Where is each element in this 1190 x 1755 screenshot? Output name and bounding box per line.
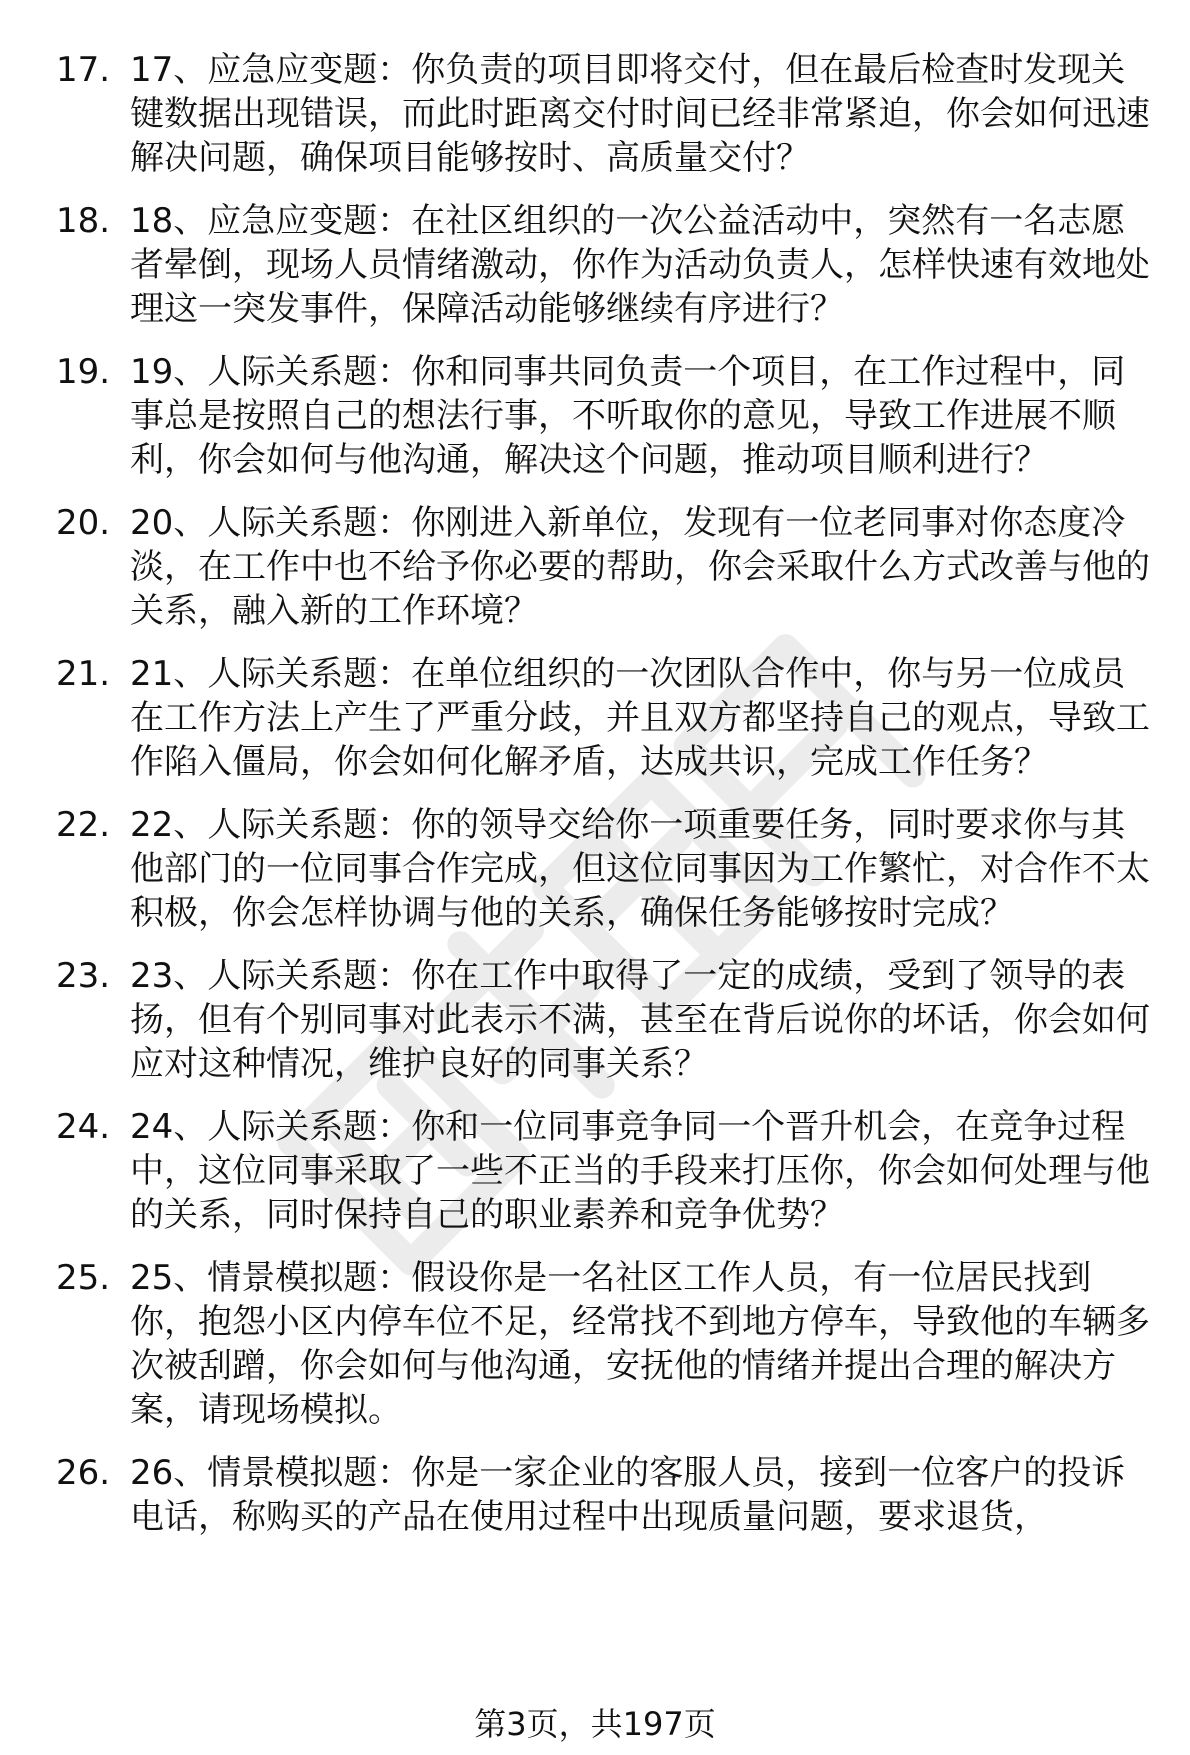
question-number: 22. [56,805,111,845]
question-item [56,501,1156,633]
question-number: 25. [56,1258,111,1298]
question-text: 20、人际关系题：你刚进入新单位，发现有一位老同事对你态度冷淡，在工作中也不给予你必要的帮助，你会采取什么方式改善与他的关系，融入新的工作环境？ [130,503,1150,631]
question-item [56,803,1156,935]
question-text: 26、情景模拟题：你是一家企业的客服人员，接到一位客户的投诉电话，称购买的产品在使用过程中出现质量问题，要求退货， [130,1453,1126,1537]
question-item [56,199,1156,331]
question-text: 17、应急应变题：你负责的项目即将交付，但在最后检查时发现关键数据出现错误，而此时距离交付时间已经非常紧迫，你会如何迅速解决问题，确保项目能够按时、高质量交付？ [130,50,1150,178]
question-text: 18、应急应变题：在社区组织的一次公益活动中，突然有一名志愿者晕倒，现场人员情绪激动，你作为活动负责人，怎样快速有效地处理这一突发事件，保障活动能够继续有序进行？ [130,201,1150,329]
question-number: 18. [56,201,111,241]
question-text: 23、人际关系题：你在工作中取得了一定的成绩，受到了领导的表扬，但有个别同事对此表示不满，甚至在背后说你的坏话，你会如何应对这种情况，维护良好的同事关系？ [130,956,1150,1084]
page-footer: 第3页，共197页 [474,1705,716,1743]
question-text: 19、人际关系题：你和同事共同负责一个项目，在工作过程中，同事总是按照自己的想法行事，不听取你的意见，导致工作进展不顺利，你会如何与他沟通，解决这个问题，推动项目顺利进行？ [130,352,1126,480]
question-list [56,48,1156,1558]
question-item [56,1451,1156,1539]
question-text: 21、人际关系题：在单位组织的一次团队合作中，你与另一位成员在工作方法上产生了严重分歧，并且双方都坚持自己的观点，导致工作陷入僵局，你会如何化解矛盾，达成共识，完成工作任务？ [130,654,1150,782]
question-number: 23. [56,956,111,996]
question-text: 24、人际关系题：你和一位同事竞争同一个晋升机会，在竞争过程中，这位同事采取了一些不正当的手段来打压你，你会如何处理与他的关系，同时保持自己的职业素养和竞争优势？ [130,1107,1150,1235]
question-text: 22、人际关系题：你的领导交给你一项重要任务，同时要求你与其他部门的一位同事合作完成，但这位同事因为工作繁忙，对合作不太积极，你会怎样协调与他的关系，确保任务能够按时完成？ [130,805,1150,933]
question-item [56,48,1156,180]
question-number: 20. [56,503,111,543]
question-number: 19. [56,352,111,392]
question-number: 21. [56,654,111,694]
question-text: 25、情景模拟题：假设你是一名社区工作人员，有一位居民找到你，抱怨小区内停车位不足，经常找不到地方停车，导致他的车辆多次被刮蹭，你会如何与他沟通，安抚他的情绪并提出合理的解决方案，请现场模拟。 [130,1258,1150,1430]
question-number: 24. [56,1107,111,1147]
question-item [56,350,1156,482]
question-item [56,1256,1156,1432]
question-item [56,652,1156,784]
question-number: 26. [56,1453,111,1493]
question-number: 17. [56,50,111,90]
question-item [56,954,1156,1086]
question-item [56,1105,1156,1237]
